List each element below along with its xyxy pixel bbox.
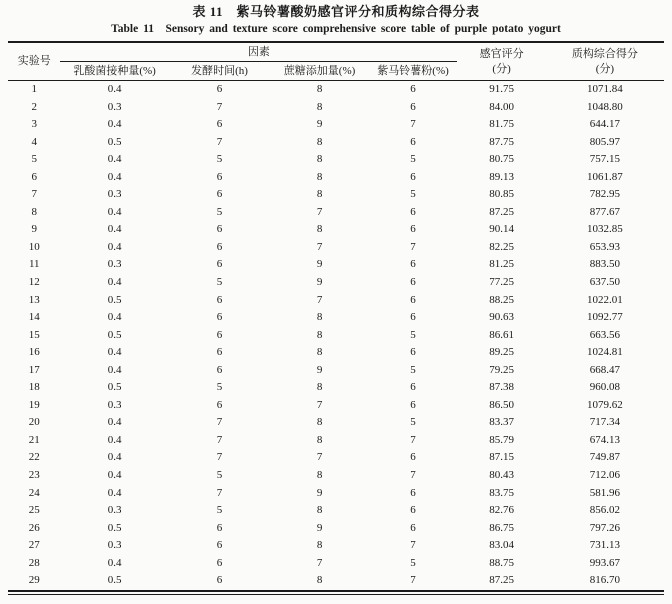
cell-experiment-no: 22 <box>28 451 40 464</box>
cell-lactic-inoculum: 0.4 <box>107 486 122 499</box>
cell-sensory-score: 83.75 <box>489 486 514 499</box>
cell-lactic-inoculum: 0.4 <box>107 433 122 446</box>
cell-potato-powder: 6 <box>410 451 416 464</box>
cell-lactic-inoculum: 0.4 <box>107 276 122 289</box>
cell-ferment-time: 6 <box>216 240 223 253</box>
cell-sucrose-amount: 7 <box>316 556 323 569</box>
table-row <box>8 414 664 432</box>
cell-experiment-no: 13 <box>28 293 40 306</box>
cell-sensory-score: 90.63 <box>489 311 514 324</box>
cell-experiment-no: 11 <box>28 258 40 271</box>
cell-texture-score: 637.50 <box>589 276 621 289</box>
cell-ferment-time: 6 <box>216 311 223 324</box>
cell-sensory-score: 84.00 <box>489 100 514 113</box>
cell-ferment-time: 6 <box>216 223 223 236</box>
cell-ferment-time: 6 <box>216 170 223 183</box>
cell-sensory-score: 77.25 <box>489 276 514 289</box>
cell-sucrose-amount: 9 <box>316 258 323 271</box>
cell-lactic-inoculum: 0.3 <box>107 258 122 271</box>
cell-sensory-score: 87.25 <box>489 205 514 218</box>
cell-potato-powder: 6 <box>410 135 416 148</box>
cell-ferment-time: 6 <box>216 363 223 376</box>
cell-lactic-inoculum: 0.4 <box>107 451 122 464</box>
cell-ferment-time: 7 <box>216 100 223 113</box>
cell-ferment-time: 5 <box>216 276 223 289</box>
cell-ferment-time: 6 <box>216 293 223 306</box>
header-sensory-score <box>457 42 546 81</box>
table-row <box>8 134 664 152</box>
table-row <box>8 186 664 204</box>
cell-texture-score: 1024.81 <box>587 346 623 359</box>
header-texture-score <box>546 42 664 81</box>
cell-texture-score: 1032.85 <box>587 223 623 236</box>
cell-ferment-time: 6 <box>216 346 223 359</box>
cell-ferment-time: 5 <box>216 381 223 394</box>
cell-sensory-score: 89.25 <box>489 346 514 359</box>
cell-potato-powder: 5 <box>410 556 416 569</box>
cell-potato-powder: 6 <box>410 486 416 499</box>
cell-ferment-time: 6 <box>216 83 223 95</box>
cell-texture-score: 877.67 <box>589 205 621 218</box>
cell-sensory-score: 82.76 <box>489 504 514 517</box>
table-row <box>8 292 664 310</box>
cell-ferment-time: 6 <box>216 398 223 411</box>
cell-ferment-time: 7 <box>216 486 223 499</box>
cell-sensory-score: 83.04 <box>489 539 514 552</box>
cell-sucrose-amount: 8 <box>316 311 323 324</box>
cell-sucrose-amount: 8 <box>316 469 323 482</box>
cell-experiment-no: 23 <box>28 469 40 482</box>
cell-potato-powder: 7 <box>410 433 416 446</box>
cell-sensory-score: 86.75 <box>489 521 514 534</box>
cell-sensory-score: 86.50 <box>489 398 514 411</box>
cell-lactic-inoculum: 0.4 <box>107 416 122 429</box>
cell-lactic-inoculum: 0.4 <box>107 469 122 482</box>
header-texture-score-line2: (分) <box>595 62 615 75</box>
cell-sensory-score: 91.75 <box>489 83 514 95</box>
cell-potato-powder: 6 <box>410 205 416 218</box>
cell-sensory-score: 79.25 <box>489 363 514 376</box>
cell-texture-score: 782.95 <box>589 188 621 201</box>
cell-sensory-score: 90.14 <box>489 223 514 236</box>
table-header <box>8 42 664 81</box>
cell-sucrose-amount: 7 <box>316 240 323 253</box>
cell-sucrose-amount: 8 <box>316 574 323 587</box>
cell-ferment-time: 7 <box>216 416 223 429</box>
header-texture-score-line1: 质构综合得分 <box>571 47 638 60</box>
cell-sensory-score: 88.25 <box>489 293 514 306</box>
header-experiment-no: 实验号 <box>8 42 60 81</box>
header-sensory-score-line2: (分) <box>492 62 511 75</box>
header-row-groups <box>8 42 664 62</box>
cell-lactic-inoculum: 0.4 <box>107 311 122 324</box>
cell-sensory-score: 87.25 <box>489 574 514 587</box>
cell-experiment-no: 5 <box>31 153 37 166</box>
cell-sucrose-amount: 8 <box>316 188 323 201</box>
cell-lactic-inoculum: 0.3 <box>107 188 122 201</box>
cell-texture-score: 674.13 <box>589 433 621 446</box>
cell-potato-powder: 7 <box>410 240 416 253</box>
cell-sucrose-amount: 7 <box>316 293 323 306</box>
cell-experiment-no: 15 <box>28 328 40 341</box>
header-factor-ferment-time: 发酵时间(h) <box>169 62 271 81</box>
table-row <box>8 362 664 380</box>
cell-ferment-time: 6 <box>216 556 223 569</box>
cell-texture-score: 717.34 <box>589 416 621 429</box>
table-row <box>8 256 664 274</box>
cell-sucrose-amount: 8 <box>316 381 323 394</box>
table-row <box>8 204 664 222</box>
cell-texture-score: 581.96 <box>589 486 621 499</box>
cell-lactic-inoculum: 0.5 <box>107 574 122 587</box>
cell-experiment-no: 2 <box>31 100 37 113</box>
cell-potato-powder: 6 <box>410 223 416 236</box>
cell-experiment-no: 21 <box>28 433 40 446</box>
cell-experiment-no: 16 <box>28 346 40 359</box>
cell-potato-powder: 7 <box>410 469 416 482</box>
table-row <box>8 151 664 169</box>
cell-texture-score: 1079.62 <box>587 398 623 411</box>
cell-potato-powder: 6 <box>410 311 416 324</box>
cell-sucrose-amount: 8 <box>316 153 323 166</box>
cell-potato-powder: 5 <box>410 328 416 341</box>
cell-sensory-score: 85.79 <box>489 433 514 446</box>
cell-sucrose-amount: 7 <box>316 451 323 464</box>
cell-potato-powder: 7 <box>410 574 416 587</box>
table-row <box>8 239 664 257</box>
header-factors-group: 因素 <box>60 42 457 62</box>
cell-sucrose-amount: 9 <box>316 486 323 499</box>
table-row <box>8 344 664 362</box>
cell-texture-score: 1061.87 <box>587 170 623 183</box>
cell-ferment-time: 5 <box>216 153 223 166</box>
cell-experiment-no: 3 <box>31 118 37 131</box>
cell-experiment-no: 6 <box>31 170 37 183</box>
cell-ferment-time: 7 <box>216 135 223 148</box>
header-sensory-score-line1: 感官评分 <box>479 47 524 60</box>
cell-ferment-time: 5 <box>216 504 223 517</box>
cell-potato-powder: 6 <box>410 398 416 411</box>
cell-lactic-inoculum: 0.4 <box>107 363 122 376</box>
table-row <box>8 520 664 538</box>
cell-lactic-inoculum: 0.5 <box>107 381 122 394</box>
cell-sucrose-amount: 8 <box>316 504 323 517</box>
cell-ferment-time: 6 <box>216 328 223 341</box>
cell-ferment-time: 6 <box>216 539 223 552</box>
cell-sensory-score: 86.61 <box>489 328 514 341</box>
cell-potato-powder: 6 <box>410 258 416 271</box>
cell-lactic-inoculum: 0.3 <box>107 504 122 517</box>
header-factor-lactic: 乳酸菌接种量(%) <box>60 62 168 81</box>
cell-texture-score: 663.56 <box>589 328 621 341</box>
table-row <box>8 467 664 485</box>
cell-experiment-no: 9 <box>31 223 37 236</box>
cell-experiment-no: 29 <box>28 574 40 587</box>
cell-texture-score: 993.67 <box>589 556 621 569</box>
cell-sucrose-amount: 8 <box>316 100 323 113</box>
cell-sensory-score: 81.75 <box>489 118 514 131</box>
cell-sucrose-amount: 8 <box>316 328 323 341</box>
cell-sensory-score: 88.75 <box>489 556 514 569</box>
cell-texture-score: 644.17 <box>589 118 621 131</box>
cell-sucrose-amount: 8 <box>316 223 323 236</box>
cell-potato-powder: 6 <box>410 83 416 95</box>
cell-ferment-time: 7 <box>216 451 223 464</box>
cell-sucrose-amount: 8 <box>316 170 323 183</box>
cell-sensory-score: 80.43 <box>489 469 514 482</box>
cell-experiment-no: 12 <box>28 276 40 289</box>
cell-experiment-no: 14 <box>28 311 40 324</box>
cell-lactic-inoculum: 0.4 <box>107 205 122 218</box>
cell-potato-powder: 7 <box>410 539 416 552</box>
cell-sensory-score: 87.75 <box>489 135 514 148</box>
cell-experiment-no: 25 <box>28 504 40 517</box>
cell-texture-score: 757.15 <box>589 153 621 166</box>
cell-potato-powder: 6 <box>410 170 416 183</box>
table-body <box>8 81 664 591</box>
table-row <box>8 274 664 292</box>
table-row <box>8 537 664 555</box>
table-bottom-rule <box>8 594 664 595</box>
table-row <box>8 485 664 503</box>
cell-texture-score: 749.87 <box>589 451 621 464</box>
cell-ferment-time: 6 <box>216 188 223 201</box>
cell-potato-powder: 6 <box>410 293 416 306</box>
cell-texture-score: 1022.01 <box>587 293 623 306</box>
cell-sucrose-amount: 9 <box>316 276 323 289</box>
cell-sensory-score: 81.25 <box>489 258 514 271</box>
cell-texture-score: 960.08 <box>589 381 621 394</box>
cell-texture-score: 668.47 <box>589 363 621 376</box>
cell-sensory-score: 87.38 <box>489 381 514 394</box>
table-row <box>8 555 664 573</box>
cell-ferment-time: 6 <box>216 521 223 534</box>
cell-lactic-inoculum: 0.4 <box>107 556 122 569</box>
cell-lactic-inoculum: 0.4 <box>107 240 122 253</box>
cell-texture-score: 816.70 <box>589 574 621 587</box>
table-row <box>8 379 664 397</box>
cell-sensory-score: 83.37 <box>489 416 514 429</box>
cell-potato-powder: 6 <box>410 504 416 517</box>
cell-potato-powder: 7 <box>410 118 416 131</box>
cell-texture-score: 883.50 <box>589 258 621 271</box>
cell-sucrose-amount: 7 <box>316 398 323 411</box>
table-row <box>8 169 664 187</box>
cell-potato-powder: 6 <box>410 346 416 359</box>
cell-potato-powder: 5 <box>410 363 416 376</box>
table-row <box>8 327 664 345</box>
cell-ferment-time: 7 <box>216 433 223 446</box>
cell-ferment-time: 6 <box>216 574 223 587</box>
cell-experiment-no: 18 <box>28 381 40 394</box>
table-zone <box>8 41 664 595</box>
cell-lactic-inoculum: 0.4 <box>107 223 122 236</box>
cell-sensory-score: 87.15 <box>489 451 514 464</box>
cell-potato-powder: 6 <box>410 100 416 113</box>
cell-experiment-no: 20 <box>28 416 40 429</box>
score-table <box>8 41 664 592</box>
cell-sucrose-amount: 9 <box>316 118 323 131</box>
cell-potato-powder: 6 <box>410 276 416 289</box>
cell-texture-score: 805.97 <box>589 135 621 148</box>
cell-lactic-inoculum: 0.4 <box>107 83 122 95</box>
cell-lactic-inoculum: 0.4 <box>107 153 122 166</box>
table-row <box>8 502 664 520</box>
cell-texture-score: 856.02 <box>589 504 621 517</box>
cell-potato-powder: 5 <box>410 188 416 201</box>
table-title-zh: 表 11 紫马铃薯酸奶感官评分和质构综合得分表 <box>192 4 480 19</box>
cell-texture-score: 1048.80 <box>587 100 623 113</box>
cell-sucrose-amount: 7 <box>316 205 323 218</box>
cell-lactic-inoculum: 0.5 <box>107 328 122 341</box>
cell-experiment-no: 8 <box>31 205 37 218</box>
cell-texture-score: 731.13 <box>589 539 621 552</box>
cell-sucrose-amount: 8 <box>316 539 323 552</box>
cell-experiment-no: 24 <box>28 486 40 499</box>
cell-experiment-no: 26 <box>28 521 40 534</box>
cell-experiment-no: 19 <box>28 398 40 411</box>
header-factor-sucrose: 蔗糖添加量(%) <box>270 62 368 81</box>
cell-sucrose-amount: 9 <box>316 363 323 376</box>
cell-sucrose-amount: 8 <box>316 433 323 446</box>
cell-potato-powder: 5 <box>410 416 416 429</box>
cell-experiment-no: 4 <box>31 135 37 148</box>
table-row <box>8 449 664 467</box>
cell-sensory-score: 80.85 <box>489 188 514 201</box>
cell-ferment-time: 5 <box>216 469 223 482</box>
cell-experiment-no: 27 <box>28 539 40 552</box>
cell-experiment-no: 17 <box>28 363 40 376</box>
cell-sensory-score: 82.25 <box>489 240 514 253</box>
cell-potato-powder: 6 <box>410 521 416 534</box>
cell-lactic-inoculum: 0.5 <box>107 135 122 148</box>
table-title-en: Table 11 Sensory and texture score comprehensive score table of purple potato yogurt <box>111 23 561 35</box>
cell-experiment-no: 10 <box>28 240 40 253</box>
table-row <box>8 221 664 239</box>
cell-sucrose-amount: 9 <box>316 521 323 534</box>
cell-sucrose-amount: 8 <box>316 135 323 148</box>
cell-sucrose-amount: 8 <box>316 416 323 429</box>
cell-texture-score: 797.26 <box>589 521 621 534</box>
cell-potato-powder: 5 <box>410 153 416 166</box>
cell-ferment-time: 6 <box>216 258 223 271</box>
table-row <box>8 116 664 134</box>
cell-sucrose-amount: 8 <box>316 83 323 95</box>
cell-texture-score: 712.06 <box>589 469 621 482</box>
cell-lactic-inoculum: 0.5 <box>107 521 122 534</box>
table-row <box>8 81 664 99</box>
cell-sensory-score: 89.13 <box>489 170 514 183</box>
cell-texture-score: 1071.84 <box>587 83 623 95</box>
cell-ferment-time: 6 <box>216 118 223 131</box>
header-factor-potato-powder: 紫马铃薯粉(%) <box>369 62 458 81</box>
table-row <box>8 397 664 415</box>
cell-lactic-inoculum: 0.3 <box>107 100 122 113</box>
cell-lactic-inoculum: 0.4 <box>107 346 122 359</box>
cell-experiment-no: 1 <box>31 83 37 95</box>
cell-sensory-score: 80.75 <box>489 153 514 166</box>
cell-experiment-no: 28 <box>28 556 40 569</box>
cell-texture-score: 1092.77 <box>587 311 623 324</box>
table-row <box>8 572 664 591</box>
cell-lactic-inoculum: 0.4 <box>107 170 122 183</box>
cell-lactic-inoculum: 0.3 <box>107 539 122 552</box>
cell-lactic-inoculum: 0.4 <box>107 118 122 131</box>
cell-ferment-time: 5 <box>216 205 223 218</box>
cell-lactic-inoculum: 0.5 <box>107 293 122 306</box>
cell-texture-score: 653.93 <box>589 240 621 253</box>
table-row <box>8 432 664 450</box>
table-row <box>8 99 664 117</box>
table-row <box>8 309 664 327</box>
cell-lactic-inoculum: 0.3 <box>107 398 122 411</box>
cell-potato-powder: 6 <box>410 381 416 394</box>
cell-sucrose-amount: 8 <box>316 346 323 359</box>
cell-experiment-no: 7 <box>31 188 37 201</box>
